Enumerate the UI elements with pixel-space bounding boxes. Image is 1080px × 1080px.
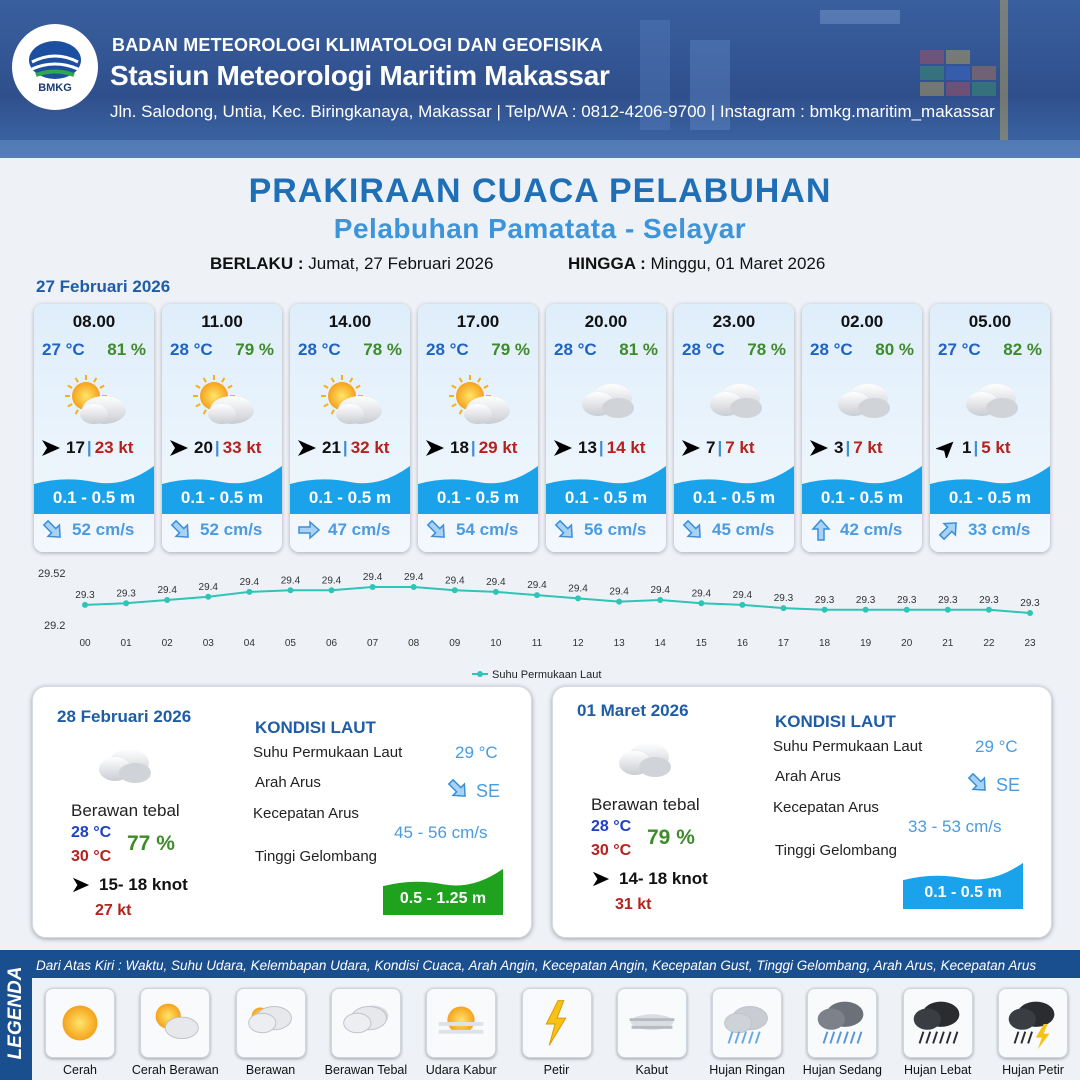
forecast-card (930, 304, 1050, 552)
sst-data-label: 29.4 (445, 575, 465, 587)
current-speed: 45 cm/s (712, 520, 775, 539)
page-title: PRAKIRAAN CUACA PELABUHAN (248, 172, 832, 210)
current-arrow-icon (168, 518, 194, 542)
thunderstorm-icon (998, 988, 1068, 1058)
x-tick-label: 11 (531, 638, 543, 649)
card-temperature: 28 °C (810, 340, 853, 359)
current-speed-label: Kecepatan Arus (773, 799, 879, 816)
x-tick-label: 22 (983, 638, 995, 649)
current-speed: 54 cm/s (456, 520, 519, 539)
y-tick-label: 29.52 (38, 568, 66, 580)
page-subtitle: Pelabuhan Pamatata - Selayar (333, 213, 747, 244)
current-speed: 33 cm/s (968, 520, 1031, 539)
card-temperature: 27 °C (938, 340, 981, 359)
sst-point (863, 607, 869, 613)
panel-temp-min: 28 °C (591, 818, 632, 835)
fog-icon (617, 988, 687, 1058)
card-time: 08.00 (72, 312, 116, 331)
card-wind (808, 438, 918, 458)
current-arrow-icon (552, 518, 578, 542)
current-speed-value: 45 - 56 cm/s (394, 823, 488, 842)
light-rain-icon (712, 988, 782, 1058)
sun-cloud-icon (60, 372, 130, 428)
current-speed: 52 cm/s (72, 520, 135, 539)
wind-speed: 1 (962, 438, 972, 457)
sun-cloud-icon (444, 372, 514, 428)
sst-point (246, 589, 252, 595)
wind-gust: 14 kt (606, 438, 646, 457)
card-wind (552, 438, 662, 458)
current-arrow-icon (936, 518, 962, 542)
legend-description: Dari Atas Kiri : Waktu, Suhu Udara, Kelembapan Udara, Kondisi Cuaca, Arah Angin, Kecepatan Angin, Kecepatan Gust, Tinggi Gelombang, Arah Arus, Kecepatan Arus (36, 958, 1037, 973)
panel-humidity: 77 % (127, 832, 175, 855)
wind-separator: | (973, 438, 979, 457)
sst-point (287, 587, 293, 593)
card-temperature: 27 °C (42, 340, 85, 359)
panel-condition: Berawan tebal (71, 801, 180, 820)
panel-gust: 27 kt (95, 902, 132, 919)
wind-speed: 3 (834, 438, 844, 457)
sst-point (698, 600, 704, 606)
sst-data-label: 29.4 (609, 586, 629, 598)
card-time: 11.00 (201, 312, 243, 331)
current-speed: 56 cm/s (584, 520, 647, 539)
wind-speed: 17 (66, 438, 85, 457)
card-humidity: 80 % (875, 340, 914, 359)
thick-cloud-icon (89, 737, 159, 798)
sst-point (657, 597, 663, 603)
card-temperature: 28 °C (554, 340, 597, 359)
daily-panel (32, 686, 532, 938)
bmkg-logo: BMKG (12, 24, 98, 110)
x-tick-label: 23 (1024, 638, 1036, 649)
sst-label: Suhu Permukaan Laut (773, 738, 923, 755)
sun-icon (45, 988, 115, 1058)
sst-point (822, 607, 828, 613)
sst-data-label: 29.3 (1020, 598, 1040, 609)
card-wind (40, 438, 150, 458)
sst-line (85, 587, 1030, 613)
panel-gust: 31 kt (615, 896, 652, 913)
panel-temp-max: 30 °C (71, 848, 112, 865)
card-humidity: 82 % (1003, 340, 1042, 359)
card-wave-height: 0.1 - 0.5 m (436, 488, 520, 507)
current-direction-value: SE (476, 781, 501, 801)
card-humidity: 79 % (235, 340, 274, 359)
sst-data-label: 29.4 (239, 576, 260, 588)
legend-side: LEGENDA (0, 950, 30, 1080)
wind-arrow-icon (591, 870, 611, 893)
card-humidity: 79 % (491, 340, 530, 359)
panel-condition: Berawan tebal (591, 795, 700, 814)
forecast-card (418, 304, 538, 552)
current-direction-label: Arah Arus (775, 768, 841, 785)
x-tick-label: 04 (243, 638, 255, 649)
x-tick-label: 17 (777, 638, 790, 649)
current-arrow-icon (965, 771, 991, 800)
x-tick-label: 09 (449, 638, 461, 649)
sst-data-label: 29.3 (116, 588, 136, 600)
x-tick-label: 12 (572, 638, 584, 649)
card-time: 02.00 (840, 312, 884, 331)
legend-label: Hujan Lebat (903, 1063, 972, 1077)
wind-gust: 23 kt (94, 438, 134, 457)
sst-point (575, 595, 581, 601)
sst-point (945, 607, 951, 613)
sst-data-label: 29.4 (691, 588, 712, 600)
wind-speed: 7 (706, 438, 716, 457)
thick-cloud-icon (609, 731, 679, 792)
wind-arrow-icon (936, 438, 958, 458)
card-temperature: 28 °C (426, 340, 469, 359)
wind-separator: | (86, 438, 92, 457)
x-tick-label: 02 (161, 638, 173, 649)
haze-icon (426, 988, 496, 1058)
sst-data-label: 29.3 (773, 593, 794, 605)
sst-point (904, 607, 910, 613)
x-tick-label: 19 (860, 638, 872, 649)
wind-arrow-icon (424, 438, 446, 458)
x-tick-label: 00 (79, 638, 91, 649)
current-arrow-icon (445, 777, 471, 806)
card-time: 14.00 (328, 312, 372, 331)
card-current (168, 518, 278, 542)
wind-gust: 7 kt (725, 438, 755, 457)
sst-point (123, 600, 129, 606)
wind-gust: 33 kt (222, 438, 262, 457)
sst-point (370, 584, 376, 590)
sst-data-label: 29.3 (938, 594, 958, 606)
forecast-card (34, 304, 154, 552)
card-time: 20.00 (584, 312, 628, 331)
card-temperature: 28 °C (170, 340, 213, 359)
card-humidity: 81 % (619, 340, 658, 359)
legend-label: Cerah (62, 1063, 98, 1077)
sst-data-label: 29.3 (814, 594, 835, 606)
sst-point (739, 602, 745, 608)
x-tick-label: 08 (408, 638, 420, 649)
current-speed: 52 cm/s (200, 520, 263, 539)
agency-name: BADAN METEOROLOGI KLIMATOLOGI DAN GEOFISIKA (112, 35, 603, 55)
wind-arrow-icon (552, 438, 574, 458)
valid-to: HINGGA : Minggu, 01 Maret 2026 (568, 254, 826, 273)
panel-temp-max: 30 °C (591, 842, 632, 859)
station-address: Jln. Salodong, Untia, Kec. Biringkanaya, Makassar | Telp/WA : 0812-4206-9700 | Instagram : bmkg.maritim_makassar (110, 102, 995, 121)
current-speed: 42 cm/s (840, 520, 903, 539)
y-tick-label: 29.2 (44, 620, 66, 632)
sst-point (986, 607, 992, 613)
panel-wave-height: 0.1 - 0.5 m (924, 884, 1002, 901)
current-direction-label: Arah Arus (255, 774, 321, 791)
wind-separator: | (845, 438, 851, 457)
x-tick-label: 21 (942, 638, 954, 649)
wind-arrow-icon (680, 438, 702, 458)
card-time: 17.00 (456, 312, 500, 331)
sst-point (329, 587, 335, 593)
sst-point (452, 587, 458, 593)
card-temperature: 28 °C (298, 340, 341, 359)
sst-point (616, 599, 622, 605)
x-tick-label: 18 (819, 638, 831, 649)
sst-data-label: 29.4 (157, 585, 177, 596)
card-wind (296, 438, 406, 458)
header-banner (0, 0, 1080, 158)
legend-series-name: Suhu Permukaan Laut (492, 669, 602, 681)
panel-date: 28 Februari 2026 (57, 707, 192, 726)
wind-speed: 13 (578, 438, 597, 457)
sst-value: 29 °C (455, 743, 498, 762)
wind-arrow-icon (40, 438, 62, 458)
legend-label: Petir (543, 1063, 570, 1077)
panel-date: 01 Maret 2026 (577, 701, 689, 720)
panel-temp-min: 28 °C (71, 824, 112, 841)
card-wave-height: 0.1 - 0.5 m (564, 488, 648, 507)
x-tick-label: 15 (695, 638, 707, 649)
legend-label: Udara Kabur (425, 1063, 497, 1077)
sst-data-label: 29.4 (403, 572, 424, 583)
heavy-rain-icon (903, 988, 973, 1058)
sun-cloud-icon (140, 988, 210, 1058)
card-humidity: 78 % (363, 340, 402, 359)
sst-data-label: 29.3 (897, 594, 917, 606)
legend-label: Hujan Ringan (709, 1063, 785, 1077)
legend-label: Hujan Petir (1002, 1063, 1064, 1077)
x-tick-label: 05 (284, 638, 296, 649)
current-speed-label: Kecepatan Arus (253, 805, 359, 822)
x-tick-label: 13 (613, 638, 625, 649)
current-direction-value: SE (996, 775, 1021, 795)
forecast-card (290, 304, 410, 552)
x-tick-label: 01 (120, 638, 132, 649)
panel-humidity: 79 % (647, 826, 695, 849)
legend-label: Berawan Tebal (324, 1063, 408, 1077)
sst-data-label: 29.4 (732, 589, 753, 601)
thick-cloud-icon (700, 372, 770, 428)
forecast-card (162, 304, 282, 552)
panel-wind: 14- 18 knot (619, 869, 708, 888)
sst-data-label: 29.4 (527, 580, 547, 592)
sst-value: 29 °C (975, 737, 1018, 756)
card-current (296, 518, 406, 542)
sst-data-label: 29.4 (321, 575, 342, 587)
sst-data-label: 29.4 (568, 583, 588, 595)
wave-height-label: Tinggi Gelombang (775, 842, 898, 859)
sst-chart (30, 562, 1070, 687)
card-wind (680, 438, 790, 458)
current-arrow-icon (296, 518, 322, 542)
card-current (808, 518, 918, 542)
thick-cloud-icon (572, 372, 642, 428)
card-current (424, 518, 534, 542)
wind-gust: 29 kt (478, 438, 518, 457)
wind-arrow-icon (296, 438, 318, 458)
sst-point (205, 594, 211, 600)
sea-condition-title: KONDISI LAUT (775, 712, 896, 731)
card-wind (936, 438, 1046, 458)
daily-panel (552, 686, 1052, 938)
sst-data-label: 29.3 (75, 589, 95, 601)
current-speed-value: 33 - 53 cm/s (908, 817, 1002, 836)
wind-gust: 5 kt (981, 438, 1011, 457)
day1-date: 27 Februari 2026 (36, 277, 171, 296)
legend-marker (477, 671, 483, 677)
card-humidity: 78 % (747, 340, 786, 359)
thick-cloud-icon (956, 372, 1026, 428)
wind-gust: 7 kt (853, 438, 883, 457)
sst-point (82, 602, 88, 608)
wind-separator: | (470, 438, 476, 457)
x-tick-label: 20 (901, 638, 913, 649)
thick-cloud-icon (331, 988, 401, 1058)
card-wind (424, 438, 534, 458)
sst-point (780, 605, 786, 611)
sst-point (493, 589, 499, 595)
x-tick-label: 06 (325, 638, 338, 649)
wind-separator: | (598, 438, 604, 457)
current-arrow-icon (808, 518, 834, 542)
sst-data-label: 29.4 (198, 581, 218, 593)
card-time: 05.00 (968, 312, 1012, 331)
wind-speed: 18 (450, 438, 469, 457)
sun-cloud-icon (316, 372, 386, 428)
sst-data-label: 29.4 (362, 572, 383, 583)
legend-label: Kabut (635, 1063, 669, 1077)
sst-data-label: 29.4 (486, 576, 506, 588)
card-current (40, 518, 150, 542)
x-tick-label: 16 (736, 638, 748, 649)
card-wave-height: 0.1 - 0.5 m (820, 488, 904, 507)
wind-separator: | (717, 438, 723, 457)
x-tick-label: 03 (202, 638, 214, 649)
wind-separator: | (342, 438, 348, 457)
x-tick-label: 14 (654, 638, 666, 649)
moderate-rain-icon (807, 988, 877, 1058)
sst-point (411, 584, 417, 590)
sst-data-label: 29.4 (650, 585, 670, 596)
thick-cloud-icon (828, 372, 898, 428)
wind-speed: 20 (194, 438, 213, 457)
wave-height-label: Tinggi Gelombang (255, 848, 378, 865)
wind-gust: 32 kt (350, 438, 390, 457)
x-tick-label: 10 (490, 638, 502, 649)
card-wave-height: 0.1 - 0.5 m (948, 488, 1032, 507)
card-wind (168, 438, 278, 458)
legend-label: Hujan Sedang (802, 1063, 882, 1077)
sst-point (164, 597, 170, 603)
wind-arrow-icon (71, 876, 91, 899)
card-wave-height: 0.1 - 0.5 m (52, 488, 136, 507)
sun-cloud-icon (188, 372, 258, 428)
wind-speed: 21 (322, 438, 341, 457)
sst-point (534, 592, 540, 598)
wind-separator: | (214, 438, 220, 457)
panel-wind: 15- 18 knot (99, 875, 188, 894)
current-arrow-icon (680, 518, 706, 542)
sst-data-label: 29.3 (979, 594, 999, 606)
legend-label: Cerah Berawan (131, 1063, 219, 1077)
valid-from: BERLAKU : Jumat, 27 Februari 2026 (210, 254, 494, 273)
forecast-card (802, 304, 922, 552)
card-time: 23.00 (712, 312, 756, 331)
station-name: Stasiun Meteorologi Maritim Makassar (110, 60, 610, 91)
wind-arrow-icon (168, 438, 190, 458)
card-wave-height: 0.1 - 0.5 m (692, 488, 776, 507)
sea-condition-title: KONDISI LAUT (255, 718, 376, 737)
card-current (680, 518, 790, 542)
sst-point (1027, 610, 1033, 616)
wind-arrow-icon (808, 438, 830, 458)
card-current (552, 518, 662, 542)
card-wave-height: 0.1 - 0.5 m (308, 488, 392, 507)
card-humidity: 81 % (107, 340, 146, 359)
forecast-card (674, 304, 794, 552)
current-speed: 47 cm/s (328, 520, 391, 539)
cloud-icon (236, 988, 306, 1058)
panel-wave-height: 0.5 - 1.25 m (399, 890, 487, 907)
lightning-icon (522, 988, 592, 1058)
legend-label: Berawan (245, 1063, 296, 1077)
card-wave-height: 0.1 - 0.5 m (180, 488, 264, 507)
card-temperature: 28 °C (682, 340, 725, 359)
current-arrow-icon (40, 518, 66, 542)
forecast-card (546, 304, 666, 552)
card-current (936, 518, 1046, 542)
current-arrow-icon (424, 518, 450, 542)
sst-data-label: 29.3 (855, 594, 876, 606)
sst-label: Suhu Permukaan Laut (253, 744, 403, 761)
x-tick-label: 07 (367, 638, 379, 649)
sst-data-label: 29.4 (280, 575, 301, 587)
